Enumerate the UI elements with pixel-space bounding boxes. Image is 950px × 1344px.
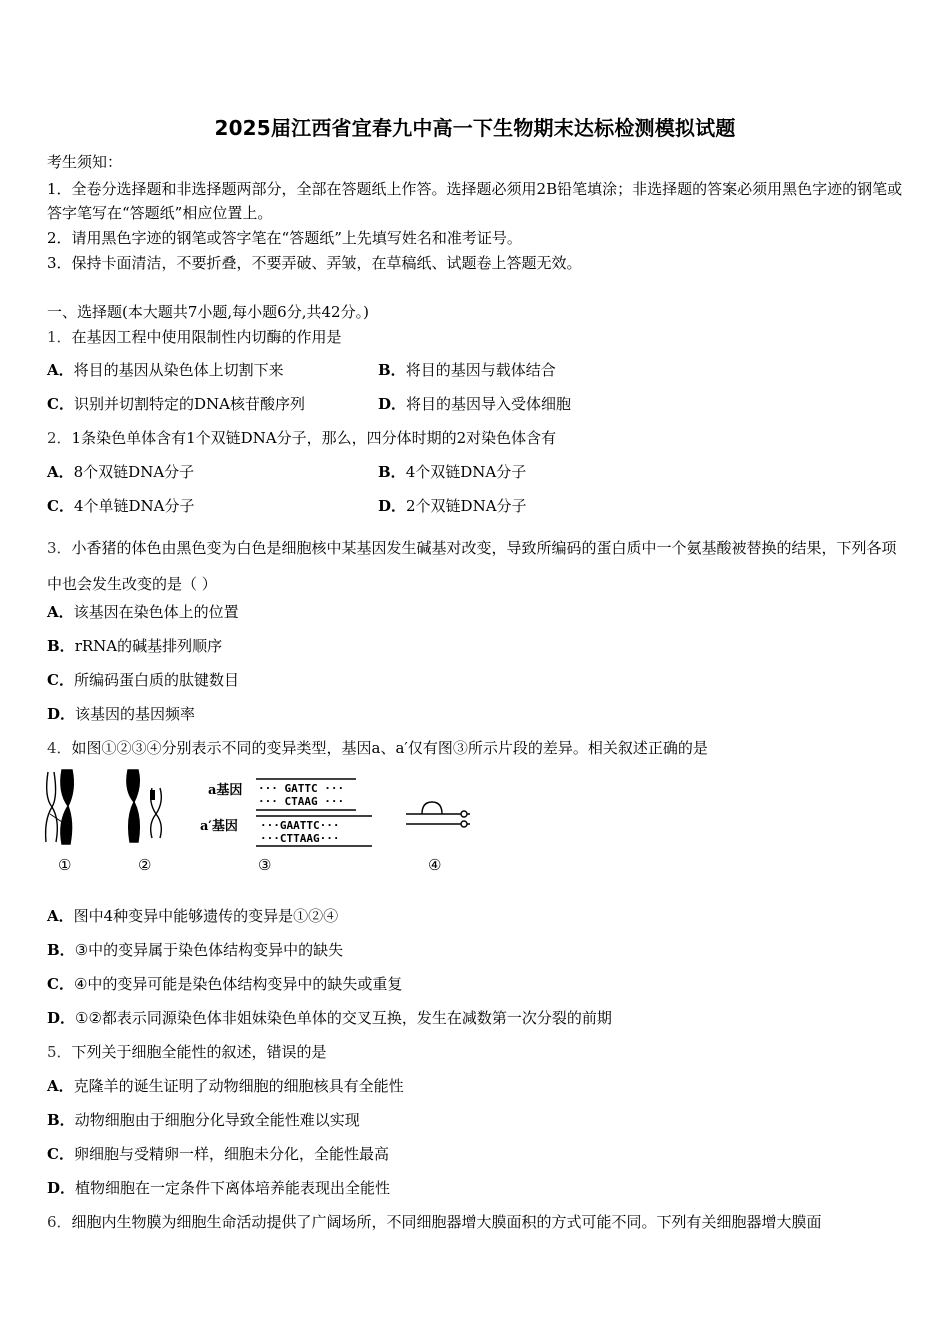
option-1d: D．将目的基因导入受体细胞 — [378, 395, 572, 413]
option-3b: B．rRNA的碱基排列顺序 — [47, 637, 223, 655]
option-1a: A．将目的基因从染色体上切割下来 — [47, 361, 284, 379]
option-3d: D．该基因的基因频率 — [47, 705, 196, 723]
option-4d: D．①②都表示同源染色体非姐妹染色单体的交叉互换，发生在减数第一次分裂的前期 — [47, 1009, 612, 1027]
chromosome-pair-1 — [46, 770, 74, 844]
figure-label-2: ② — [138, 856, 152, 874]
notice-heading: 考生须知： — [47, 153, 123, 171]
notice-item-2: 2．请用黑色字迹的钢笔或答字笔在“答题纸”上先填写姓名和准考证号。 — [47, 229, 522, 247]
gene-a-top-strand: ··· GATTC ··· — [258, 782, 345, 795]
notice-item-1: 1．全卷分选择题和非选择题两部分，全部在答题纸上作答。选择题必须用2B铅笔填涂；非选择题的答案必须用黑色字迹的钢笔或答字笔写在“答题纸”相应位置上。 — [47, 180, 903, 222]
question-stem: 如图①②③④分别表示不同的变异类型，基因a、a′仅有图③所示片段的差异。相关叙述正确的是 — [71, 739, 708, 757]
question-number: 1． — [47, 328, 72, 346]
section-heading: 一、选择题(本大题共7小题,每小题6分,共42分。) — [47, 303, 369, 321]
option-5b: B．动物细胞由于细胞分化导致全能性难以实现 — [47, 1111, 360, 1129]
question-stem: 1条染色单体含有1个双链DNA分子，那么，四分体时期的2对染色体含有 — [71, 429, 557, 447]
option-2c: C．4个单链DNA分子 — [47, 497, 195, 515]
question-4 — [47, 738, 708, 758]
question-5 — [47, 1042, 327, 1062]
variation-figure — [40, 762, 500, 880]
option-4a: A．图中4种变异中能够遗传的变异是①②④ — [47, 907, 339, 925]
chromosome-loop — [406, 802, 470, 827]
dna-sequences — [200, 779, 372, 846]
question-number: 4． — [47, 739, 72, 757]
question-stem: 下列关于细胞全能性的叙述，错误的是 — [71, 1043, 327, 1061]
question-number: 2． — [47, 429, 72, 447]
figure-label-3: ③ — [258, 856, 272, 874]
option-4c: C．④中的变异可能是染色体结构变异中的缺失或重复 — [47, 975, 403, 993]
notice-item-3: 3．保持卡面清洁，不要折叠，不要弄破、弄皱，在草稿纸、试题卷上答题无效。 — [47, 254, 582, 272]
question-3 — [47, 530, 905, 602]
option-2a: A．8个双链DNA分子 — [47, 463, 195, 481]
question-number: 5． — [47, 1043, 72, 1061]
option-3c: C．所编码蛋白质的肽键数目 — [47, 671, 239, 689]
page-title: 2025届江西省宜春九中高一下生物期末达标检测模拟试题 — [214, 116, 736, 140]
variation-diagram — [40, 762, 500, 880]
question-1 — [47, 327, 342, 347]
question-stem: 细胞内生物膜为细胞生命活动提供了广阔场所，不同细胞器增大膜面积的方式可能不同。下列有关细胞器增大膜面 — [71, 1213, 822, 1231]
option-5d: D．植物细胞在一定条件下离体培养能表现出全能性 — [47, 1179, 391, 1197]
chromosome-pair-2 — [127, 770, 161, 842]
gene-a-label: a基因 — [208, 783, 243, 798]
gene-a-prime-top-strand: ···GAATTC··· — [260, 819, 340, 832]
question-6 — [47, 1212, 822, 1232]
option-2d: D．2个双链DNA分子 — [378, 497, 527, 515]
option-3a: A．该基因在染色体上的位置 — [47, 603, 239, 621]
question-2 — [47, 428, 556, 448]
gene-a-prime-bottom-strand: ···CTTAAG··· — [260, 832, 340, 845]
option-2b: B．4个双链DNA分子 — [378, 463, 527, 481]
option-1b: B．将目的基因与载体结合 — [378, 361, 556, 379]
figure-label-1: ① — [58, 856, 72, 874]
option-1c: C．识别并切割特定的DNA核苷酸序列 — [47, 395, 305, 413]
option-4b: B．③中的变异属于染色体结构变异中的缺失 — [47, 941, 344, 959]
question-number: 6． — [47, 1213, 72, 1231]
option-5a: A．克隆羊的诞生证明了动物细胞的细胞核具有全能性 — [47, 1077, 404, 1095]
question-stem: 在基因工程中使用限制性内切酶的作用是 — [71, 328, 342, 346]
gene-a-prime-label: a′基因 — [200, 819, 238, 834]
question-number: 3． — [47, 539, 72, 557]
figure-label-4: ④ — [428, 856, 442, 874]
gene-a-bottom-strand: ··· CTAAG ··· — [258, 795, 345, 808]
question-stem: 小香猪的体色由黑色变为白色是细胞核中某基因发生碱基对改变，导致所编码的蛋白质中一个氨基酸被替换的结果，下列各项中也会发生改变的是（ ） — [47, 539, 897, 593]
option-5c: C．卵细胞与受精卵一样，细胞未分化，全能性最高 — [47, 1145, 389, 1163]
